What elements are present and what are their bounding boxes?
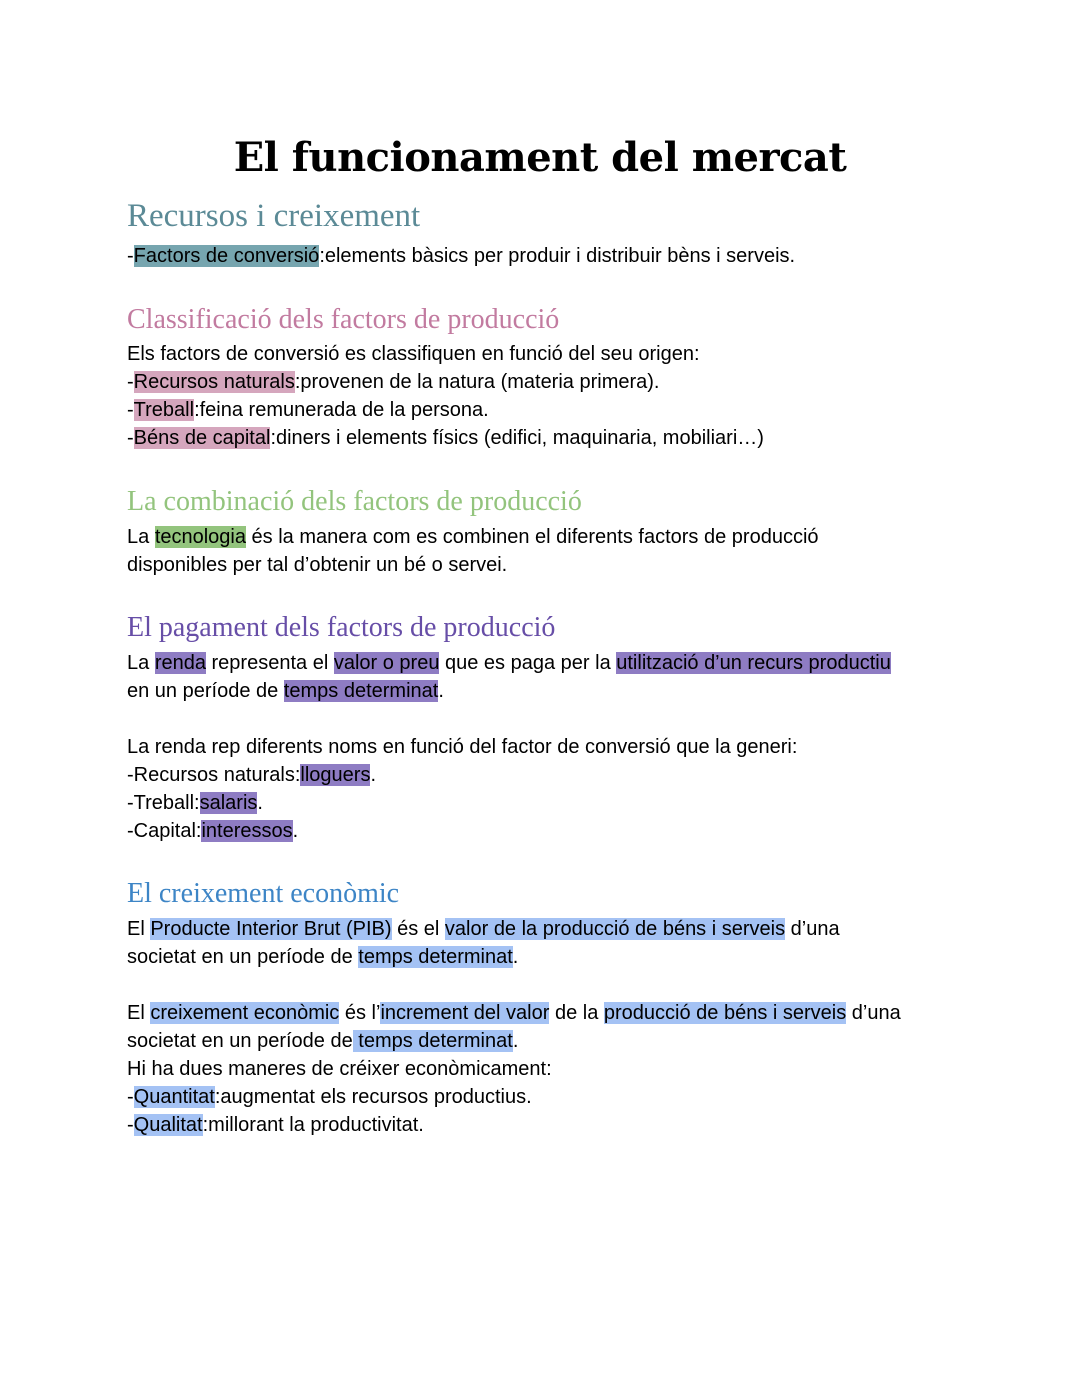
highlighted-term: temps determinat <box>352 1030 513 1052</box>
text-run: societat en un període de <box>127 946 359 968</box>
text-line <box>127 761 967 789</box>
text-run: :diners i elements físics (edifici, maquinaria, mobiliari…) <box>270 427 764 449</box>
section-heading-classificacio: Classificació dels factors de producció <box>127 304 560 335</box>
text-line <box>127 677 967 705</box>
highlighted-term: tecnologia <box>154 526 246 548</box>
text-line <box>127 649 967 677</box>
text-run: - <box>127 371 134 393</box>
text-run: . <box>512 1030 519 1052</box>
text-run: - <box>127 427 134 449</box>
text-line <box>127 242 967 270</box>
section-body-combinacio <box>127 523 967 579</box>
section-body-classificacio <box>127 340 967 452</box>
blank-line <box>127 971 967 999</box>
text-run: :elements bàsics per produir i distribuir bèns i serveis. <box>319 245 796 267</box>
text-run: -Treball: <box>127 792 200 814</box>
text-run: . <box>292 820 299 842</box>
page-title: El funcionament del mercat <box>233 134 847 181</box>
highlighted-term: renda <box>154 652 206 674</box>
highlighted-term: creixement econòmic <box>150 1002 340 1024</box>
text-run: . <box>512 946 519 968</box>
text-run: és la manera com es combinen el diferents factors de producció <box>246 526 819 548</box>
text-line <box>127 368 967 396</box>
text-run: de la <box>549 1002 604 1024</box>
highlighted-term: lloguers <box>300 764 371 786</box>
text-run: :millorant la productivitat. <box>202 1114 424 1136</box>
highlighted-term: temps determinat <box>358 946 513 968</box>
text-run: - <box>127 245 134 267</box>
highlighted-term: interessos <box>201 820 293 842</box>
highlighted-term: valor de la producció de béns i serveis <box>444 918 786 940</box>
text-run: - <box>127 1114 134 1136</box>
section-heading-pagament: El pagament dels factors de producció <box>127 612 556 643</box>
text-run: La <box>127 526 155 548</box>
text-run: . <box>370 764 377 786</box>
text-line: Hi ha dues maneres de créixer econòmicament: <box>127 1058 552 1080</box>
highlighted-term: Producte Interior Brut (PIB) <box>150 918 392 940</box>
section-body-creixement <box>127 915 967 1139</box>
section-heading-recursos: Recursos i creixement <box>127 198 421 234</box>
text-run: El <box>127 918 151 940</box>
text-run: -Recursos naturals: <box>127 764 301 786</box>
text-run: és el <box>391 918 445 940</box>
highlighted-term: Qualitat <box>133 1114 203 1136</box>
text-run: d’una <box>785 918 840 940</box>
text-line <box>127 817 967 845</box>
text-run: El <box>127 1002 151 1024</box>
text-line <box>127 789 967 817</box>
highlighted-term: salaris <box>199 792 258 814</box>
section-heading-creixement: El creixement econòmic <box>127 878 400 909</box>
text-line <box>127 1083 967 1111</box>
highlighted-term: producció de béns i serveis <box>603 1002 847 1024</box>
section-body-recursos <box>127 242 967 270</box>
highlighted-term: temps determinat <box>283 680 439 702</box>
section-body-pagament <box>127 649 967 845</box>
text-run: . <box>438 680 444 702</box>
text-line <box>127 523 967 551</box>
highlighted-term: valor o preu <box>333 652 440 674</box>
text-run: . <box>257 792 263 814</box>
text-run: :provenen de la natura (materia primera). <box>294 371 660 393</box>
text-run: - <box>127 1086 134 1108</box>
text-line <box>127 999 967 1027</box>
text-line <box>127 1027 967 1055</box>
text-line: Els factors de conversió es classifiquen en funció del seu origen: <box>127 343 700 365</box>
text-run: és l’ <box>339 1002 381 1024</box>
text-run: :feina remunerada de la persona. <box>194 399 489 421</box>
text-run: La <box>127 652 155 674</box>
highlighted-term: Béns de capital <box>133 427 271 449</box>
text-run: en un període de <box>127 680 284 702</box>
text-run: societat en un període de <box>127 1030 353 1052</box>
highlighted-term: Quantitat <box>133 1086 215 1108</box>
text-line: La renda rep diferents noms en funció del factor de conversió que la generi: <box>127 736 798 758</box>
highlighted-term: Factors de conversió <box>133 245 320 267</box>
highlighted-term: increment del valor <box>380 1002 550 1024</box>
text-line <box>127 1111 967 1139</box>
text-line: disponibles per tal d’obtenir un bé o servei. <box>127 554 508 576</box>
text-line <box>127 943 967 971</box>
text-line <box>127 396 967 424</box>
highlighted-term: utilització d’un recurs productiu <box>616 652 891 674</box>
text-line <box>127 915 967 943</box>
highlighted-term: Recursos naturals <box>133 371 295 393</box>
text-run: -Capital: <box>127 820 202 842</box>
text-run: que es paga per la <box>439 652 617 674</box>
highlighted-term: Treball <box>133 399 195 421</box>
text-run: d’una <box>846 1002 901 1024</box>
text-line <box>127 424 967 452</box>
blank-line <box>127 705 967 733</box>
text-run: - <box>127 399 134 421</box>
text-run: representa el <box>205 652 334 674</box>
section-heading-combinacio: La combinació dels factors de producció <box>127 486 582 517</box>
text-run: :augmentat els recursos productius. <box>214 1086 532 1108</box>
